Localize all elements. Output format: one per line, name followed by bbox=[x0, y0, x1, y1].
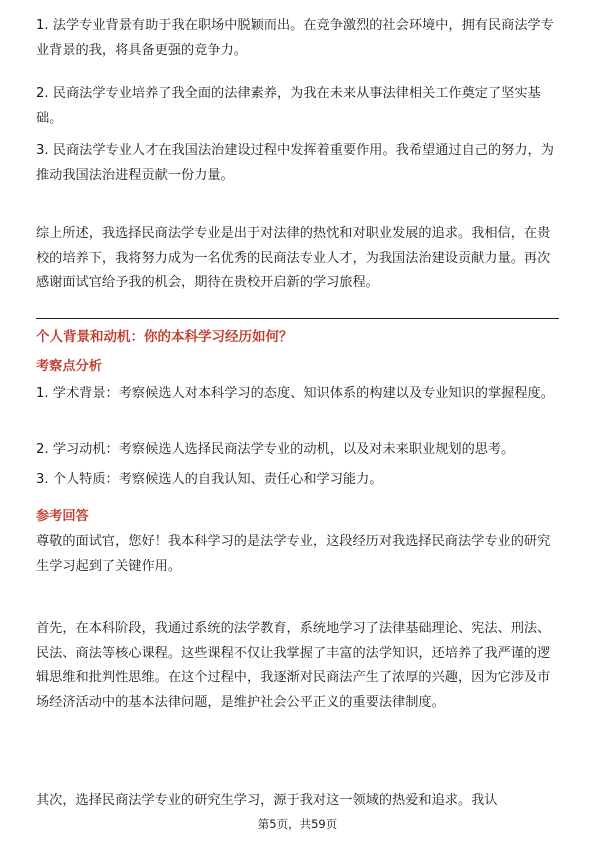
section-divider bbox=[36, 318, 559, 319]
list-item-1: 1. 法学专业背景有助于我在职场中脱颖而出。在竞争激烈的社会环境中，拥有民商法学专业背景的我，将具备更强的竞争力。 bbox=[36, 18, 554, 58]
analysis-item-3: 3. 个人特质：考察候选人的自我认知、责任心和学习能力。 bbox=[36, 472, 383, 487]
analysis-item-2: 2. 学习动机：考察候选人选择民商法学专业的动机，以及对未来职业规划的思考。 bbox=[36, 442, 515, 457]
answer-paragraph-1: 尊敬的面试官，您好！我本科学习的是法学专业，这段经历对我选择民商法学专业的研究生学习起到了关键作用。 bbox=[36, 534, 551, 574]
answer-paragraph-2: 首先，在本科阶段，我通过系统的法学教育，系统地学习了法律基础理论、宪法、刑法、民法、商法等核心课程。这些课程不仅让我掌握了丰富的法学知识，还培养了我严谨的逻辑思维和批判性思维。在这个过程中，我逐渐对民商法产生了浓厚的兴趣，因为它涉及市场经济活动中的基本法律问题，是维护社会公平正义的重要法律制度。 bbox=[36, 621, 551, 710]
question-title: 个人背景和动机：你的本科学习经历如何？ bbox=[36, 329, 293, 345]
list-item-3: 3. 民商法学专业人才在我国法治建设过程中发挥着重要作用。我希望通过自己的努力，为推动我国法治进程贡献一份力量。 bbox=[36, 143, 554, 183]
analysis-heading: 考察点分析 bbox=[36, 359, 102, 374]
page-footer: 第5页，共59页 bbox=[257, 817, 338, 831]
answer-heading: 参考回答 bbox=[36, 509, 89, 524]
summary-paragraph: 综上所述，我选择民商法学专业是出于对法律的热忱和对职业发展的追求。我相信，在贵校的培养下，我将努力成为一名优秀的民商法专业人才，为我国法治建设贡献力量。再次感谢面试官给予我的机会，期待在贵校开启新的学习旅程。 bbox=[36, 226, 551, 290]
list-item-2: 2. 民商法学专业培养了我全面的法律素养，为我在未来从事法律相关工作奠定了坚实基础。 bbox=[36, 86, 541, 126]
analysis-item-1: 1. 学术背景：考察候选人对本科学习的态度、知识体系的构建以及专业知识的掌握程度。 bbox=[36, 386, 554, 401]
answer-paragraph-3: 其次，选择民商法学专业的研究生学习，源于我对这一领域的热爱和追求。我认 bbox=[36, 793, 498, 808]
